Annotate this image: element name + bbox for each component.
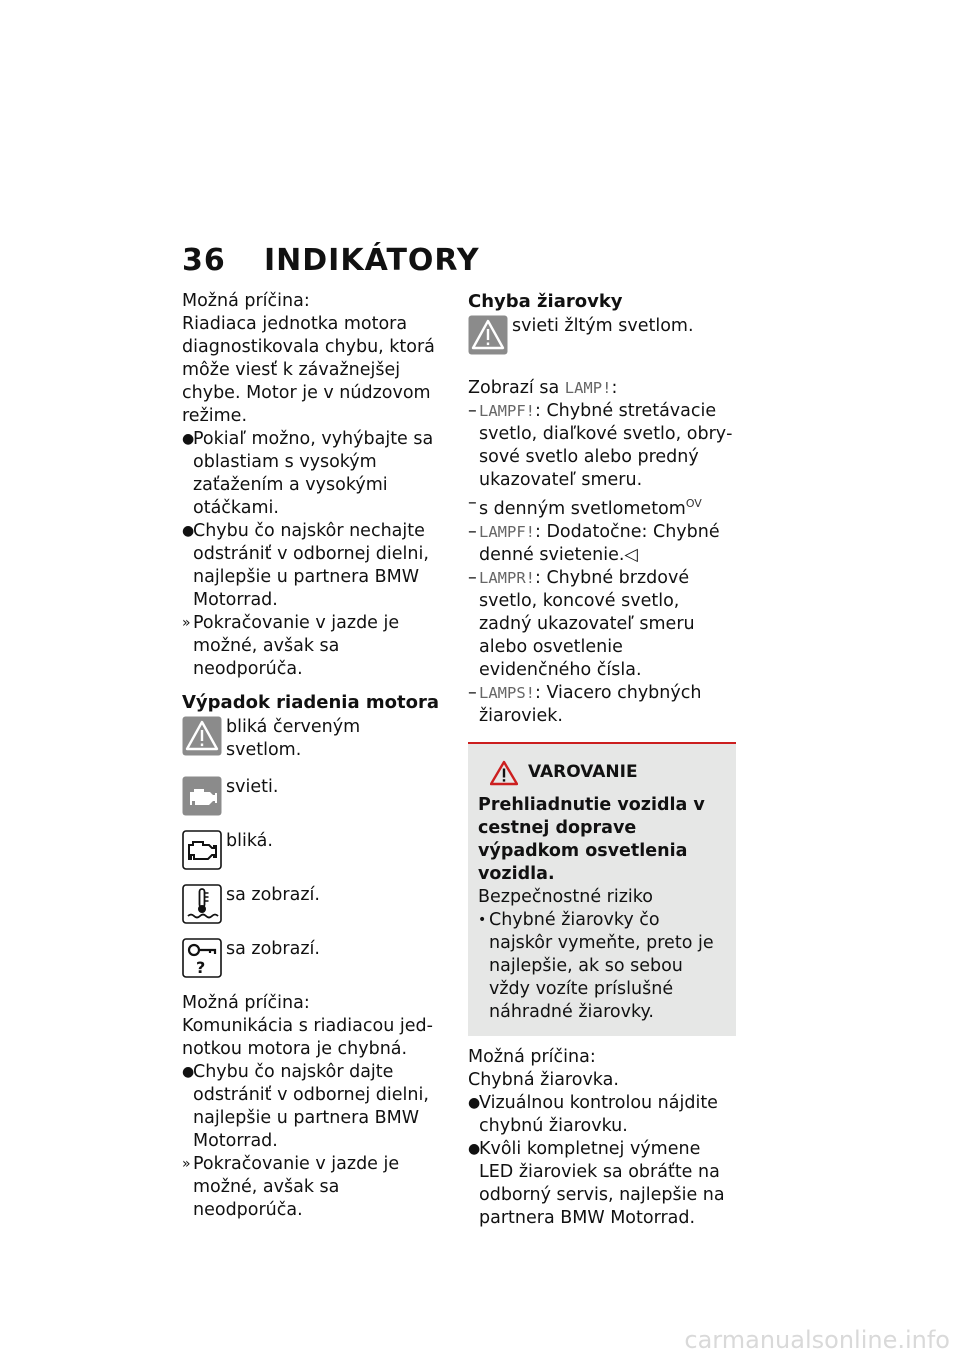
- page-header: [182, 243, 480, 278]
- bullet-dot-icon: ●: [182, 523, 195, 539]
- cause-label: Možná príčina:: [468, 1046, 596, 1067]
- bullet-item: ● Vizuálnou kontrolou nájdite chybnú žiarovku.: [468, 1092, 718, 1136]
- result-item: » Pokračovanie v jazde je možné, avšak sa neodporúča.: [182, 1154, 400, 1220]
- dash-item: – LAMPF!: Chybné stretávacie svetlo, diaľkové svetlo, obrysové svetlo alebo predný ukazovateľ smeru.: [468, 401, 733, 490]
- result-arrow-icon: »: [182, 1156, 191, 1172]
- warning-title: Prehliadnutie vozidla v cestnej doprave výpadkom osvetlenia vozidla.: [478, 794, 705, 884]
- result-item: » Pokračovanie v jazde je možné, avšak sa neodporúča.: [182, 613, 400, 679]
- bullet-item: ● Kvôli kompletnej výmene LED žiaroviek sa obráťte na odborný servis, najlepšie na partnera BMW Motorrad.: [468, 1138, 725, 1228]
- dash-item: – LAMPR!: Chybné brzdové svetlo, koncové svetlo, zadný ukazovateľ smeru alebo osvetlenie evidenčného čísla.: [468, 567, 695, 680]
- display-line: Zobrazí sa LAMP!:: [468, 378, 618, 398]
- warning-sign-icon: [490, 760, 518, 786]
- watermark: carmanualsonline.info: [684, 1326, 950, 1354]
- cause-text: Chybná žiarovka.: [468, 1069, 619, 1090]
- key-question-icon: [182, 938, 222, 978]
- result-arrow-icon: »: [182, 615, 191, 631]
- section-heading: Výpadok riadenia motora: [182, 692, 439, 713]
- right-column: [468, 290, 736, 1230]
- engine-outline-icon: [182, 830, 222, 870]
- bullet-dot-icon: ●: [182, 431, 195, 447]
- warning-risk: Bezpečnostné riziko: [478, 886, 653, 907]
- warning-triangle-icon: [468, 315, 508, 355]
- indicator-row: sa zobrazí.: [182, 884, 440, 924]
- left-column: [182, 290, 440, 1222]
- dash-item: – s denným svetlometom$^{OV}$: [468, 493, 702, 519]
- engine-filled-icon: [182, 776, 222, 816]
- section-heading: Chyba žiarovky: [468, 291, 623, 312]
- coolant-temperature-icon: [182, 884, 222, 924]
- bullet-dot-icon: ●: [182, 1064, 195, 1080]
- indicator-row: svieti žltým svetlom.: [468, 315, 736, 355]
- bullet-dot-icon: •: [478, 911, 487, 928]
- page-title: INDIKÁTORY: [264, 243, 480, 278]
- svg-text:?: ?: [196, 958, 206, 977]
- warning-box: [468, 742, 736, 1036]
- cause-label: Možná príčina:: [182, 291, 310, 311]
- indicator-row: bliká červeným svetlom.: [182, 716, 440, 762]
- indicator-row: svieti.: [182, 776, 440, 816]
- bullet-item: ● Pokiaľ možno, vyhýbajte sa oblastiam s vysokým zaťažením a vysokými otáčkami.: [182, 429, 434, 518]
- indicator-row: bliká.: [182, 830, 440, 870]
- page-number: 36: [182, 243, 226, 278]
- dash-item: – LAMPF!: Dodatočne: Chybné denné svietenie.◁: [468, 521, 720, 565]
- bullet-dot-icon: ●: [468, 1140, 481, 1157]
- cause-text: Komunikácia s riadiacou jednotkou motora je chybná.: [182, 1016, 433, 1059]
- bullet-item: • Chybné žiarovky čo najskôr vymeňte, preto je najlepšie, ak so sebou vždy vozíte príslušné náhradné žiarovky.: [478, 909, 714, 1022]
- warning-triangle-icon: [182, 716, 222, 756]
- warning-header: [478, 760, 726, 786]
- cause-label: Možná príčina:: [182, 993, 310, 1013]
- cause-text: Riadiaca jednotka motora diagnostikovala chybu, ktorá môže viesť k závažnejšej chybe. Motor je v núdzovom režime.: [182, 314, 435, 426]
- bullet-item: ● Chybu čo najskôr dajte odstrániť v odbornej dielni, najlepšie u partnera BMW Motorrad.: [182, 1062, 429, 1151]
- warning-label: VAROVANIE: [528, 762, 638, 783]
- indicator-row: ? sa zobrazí.: [182, 938, 440, 978]
- dash-item: – LAMPS!: Viacero chybných žiaroviek.: [468, 682, 702, 726]
- bullet-dot-icon: ●: [468, 1094, 481, 1111]
- bullet-item: ● Chybu čo najskôr nechajte odstrániť v odbornej dielni, najlepšie u partnera BMW Motorrad.: [182, 521, 429, 610]
